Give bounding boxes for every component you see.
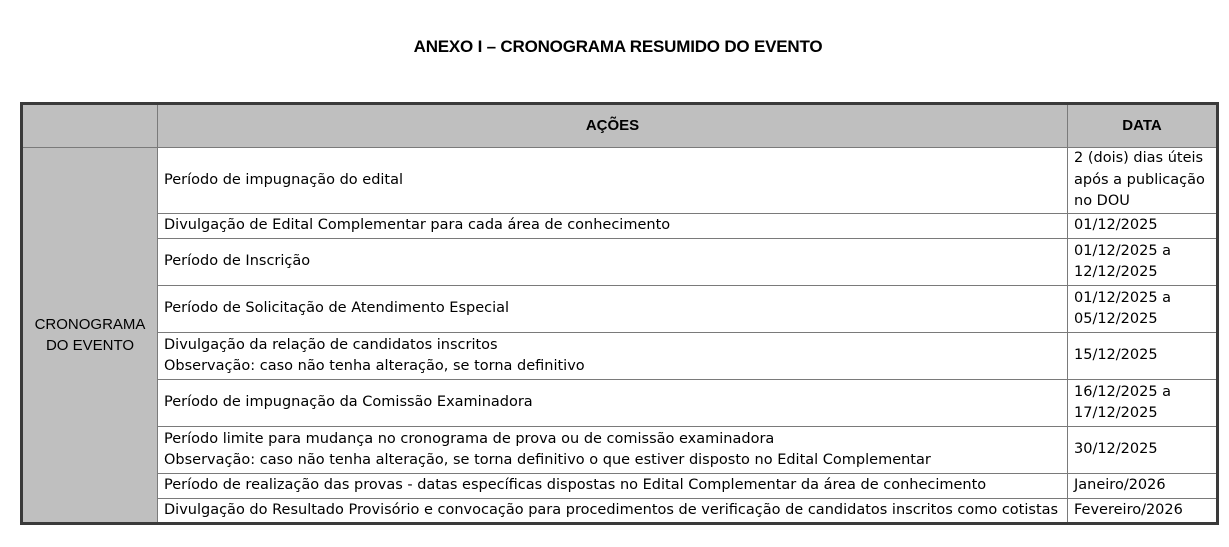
date-text: 2 (dois) dias úteis xyxy=(1074,150,1204,167)
date-text: 01/12/2025 xyxy=(1074,217,1158,234)
table-row xyxy=(22,380,1218,427)
action-cell xyxy=(158,427,1068,474)
date-column-header: DATA xyxy=(1068,104,1218,148)
date-cell xyxy=(1068,286,1218,333)
action-text: Divulgação do Resultado Provisório e convocação para procedimentos de verificação de candidatos inscritos como cotistas xyxy=(164,501,1059,518)
date-cell xyxy=(1068,239,1218,286)
date-cell xyxy=(1068,499,1218,524)
action-text: Período de Inscrição xyxy=(164,253,311,270)
date-cell xyxy=(1068,474,1218,499)
table-row xyxy=(22,499,1218,524)
date-text: 05/12/2025 xyxy=(1074,311,1158,327)
action-cell xyxy=(158,380,1068,427)
date-text: Fevereiro/2026 xyxy=(1074,501,1183,518)
table-row xyxy=(22,474,1218,499)
table-row xyxy=(22,286,1218,333)
date-text: no DOU xyxy=(1074,193,1130,210)
action-text: Período de realização das provas - datas específicas dispostas no Edital Complementar da área de conhecimento xyxy=(164,477,987,494)
date-cell xyxy=(1068,380,1218,427)
date-text: 01/12/2025 a xyxy=(1074,289,1172,306)
action-cell xyxy=(158,148,1068,214)
date-text: 30/12/2025 xyxy=(1074,441,1158,458)
table-row xyxy=(22,148,1218,214)
date-cell xyxy=(1068,148,1218,214)
date-text: 16/12/2025 a xyxy=(1074,383,1172,400)
table-header-row xyxy=(22,104,1218,148)
date-cell xyxy=(1068,214,1218,239)
section-label-line: CRONOGRAMA xyxy=(34,315,146,333)
action-text: Divulgação da relação de candidatos inscritos xyxy=(164,336,498,353)
action-cell xyxy=(158,333,1068,380)
date-text: após a publicação xyxy=(1074,171,1205,188)
schedule-table xyxy=(20,102,1219,525)
date-text: 01/12/2025 a xyxy=(1074,242,1172,259)
document-title: ANEXO I – CRONOGRAMA RESUMIDO DO EVENTO xyxy=(413,37,823,56)
table-row xyxy=(22,214,1218,239)
table-row xyxy=(22,333,1218,380)
action-text: Período de Solicitação de Atendimento Especial xyxy=(164,300,510,317)
action-cell xyxy=(158,214,1068,239)
date-text: 15/12/2025 xyxy=(1074,347,1158,364)
action-cell xyxy=(158,239,1068,286)
table-row xyxy=(22,239,1218,286)
action-cell xyxy=(158,499,1068,524)
action-cell xyxy=(158,474,1068,499)
date-text: Janeiro/2026 xyxy=(1074,477,1166,494)
action-text: Período de impugnação da Comissão Examinadora xyxy=(164,394,533,411)
action-text: Período de impugnação do edital xyxy=(164,171,404,188)
actions-column-header: AÇÕES xyxy=(158,104,1068,148)
section-label xyxy=(22,148,158,524)
action-note: Observação: caso não tenha alteração, se torna definitivo xyxy=(164,358,585,374)
action-note: Observação: caso não tenha alteração, se torna definitivo o que estiver disposto no Edital Complementar xyxy=(164,452,931,468)
section-header-cell xyxy=(22,104,158,148)
date-cell xyxy=(1068,427,1218,474)
section-label-line: DO EVENTO xyxy=(45,337,135,354)
date-cell xyxy=(1068,333,1218,380)
date-text: 17/12/2025 xyxy=(1074,405,1158,421)
table-row xyxy=(22,427,1218,474)
action-text: Período limite para mudança no cronograma de prova ou de comissão examinadora xyxy=(164,430,775,447)
action-cell xyxy=(158,286,1068,333)
action-text: Divulgação de Edital Complementar para cada área de conhecimento xyxy=(164,217,671,234)
date-text: 12/12/2025 xyxy=(1074,264,1158,280)
